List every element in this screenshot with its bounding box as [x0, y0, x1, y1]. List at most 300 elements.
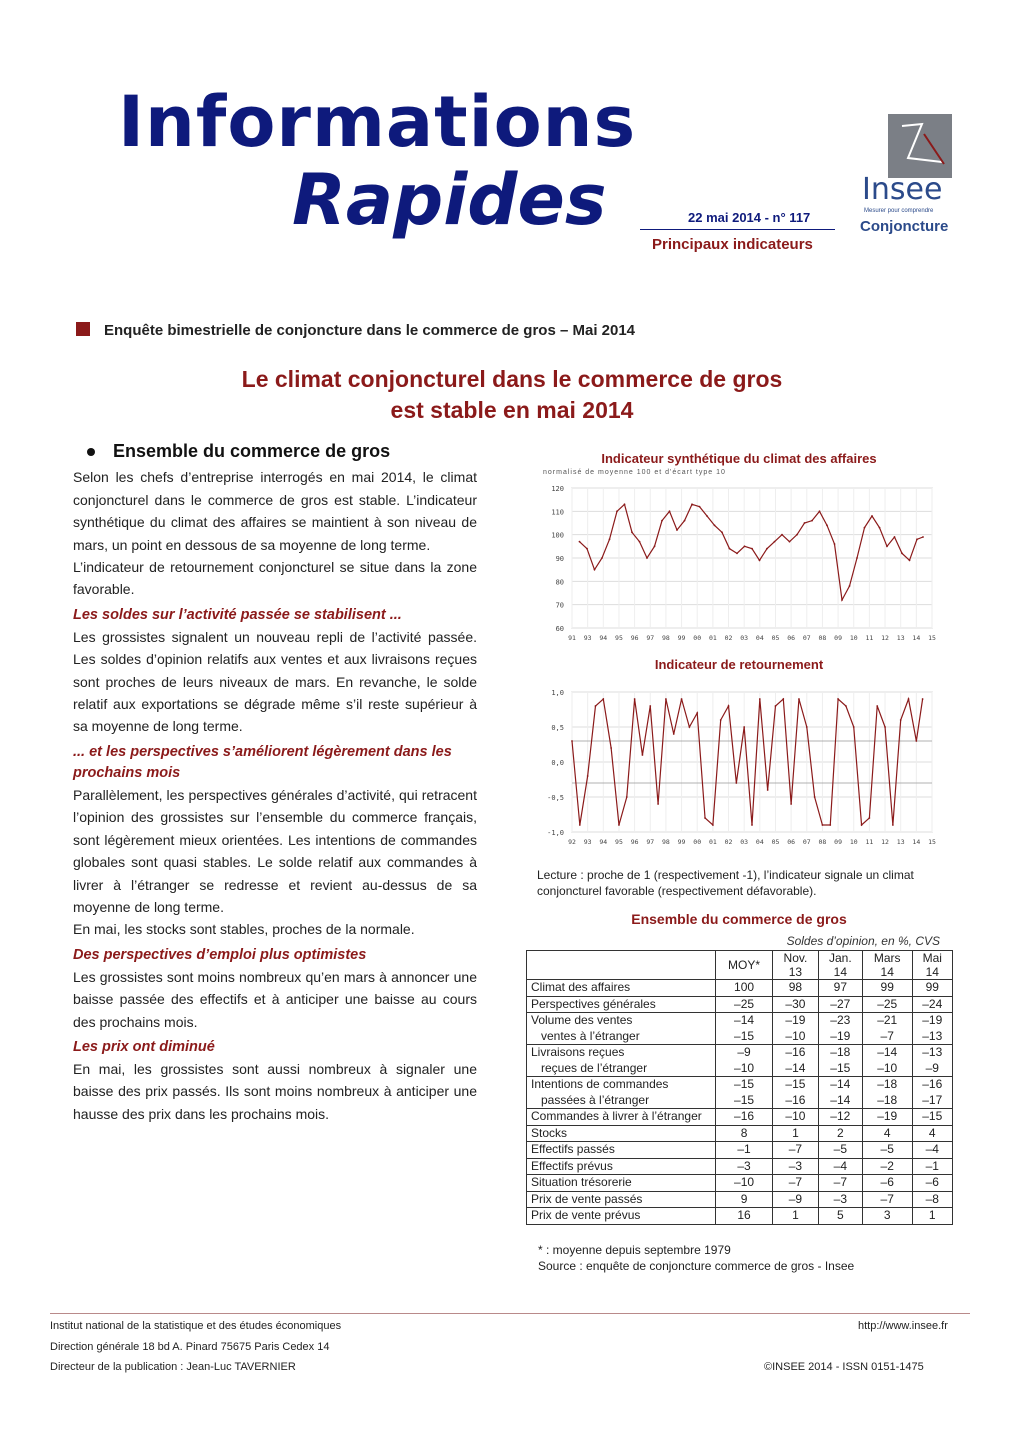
data-point [759, 698, 761, 700]
table-cell: –3 [818, 1191, 862, 1208]
data-point [696, 712, 698, 714]
data-point [594, 569, 596, 571]
x-tick-label: 11 [865, 634, 874, 642]
data-point [669, 510, 671, 512]
row-label: reçues de l’étranger [527, 1061, 716, 1077]
table-row [527, 1045, 953, 1061]
table-cell: –16 [773, 1045, 819, 1061]
data-point [571, 740, 573, 742]
paragraph: Parallèlement, les perspectives générales d’activité, qui retracent l’opinion des grossistes sur l’ensemble du commerce français, sont légèrement mieux orientées. Les intentions de commandes globales sont quasi stables. Le solde relatif aux commandes à livrer à l’étranger se redresse et revient au-dessus de sa moyenne de long terme. [73, 786, 477, 915]
data-point [829, 824, 831, 826]
x-tick-label: 04 [755, 634, 764, 642]
x-tick-label: 97 [646, 634, 655, 642]
row-label: Intentions de commandes [527, 1077, 716, 1093]
table-cell: –13 [912, 1029, 952, 1045]
table-row [527, 1142, 953, 1159]
issue-category: Principaux indicateurs [652, 236, 813, 253]
table-column-header: Mai 14 [912, 951, 952, 980]
footer-address: Direction générale 18 bd A. Pinard 75675 Paris Cedex 14 [50, 1341, 330, 1353]
data-point [781, 534, 783, 536]
data-point [714, 524, 716, 526]
subheading: Les prix ont diminué [73, 1038, 215, 1055]
x-tick-label: 07 [802, 838, 811, 846]
logo-tagline: Mesurer pour comprendre [864, 208, 934, 214]
data-point [774, 541, 776, 543]
data-point [736, 552, 738, 554]
table-header-corner [527, 951, 716, 980]
x-tick-label: 08 [818, 634, 827, 642]
data-point [661, 520, 663, 522]
table-header-row [527, 951, 953, 980]
data-point [834, 543, 836, 545]
x-tick-label: 91 [568, 634, 576, 642]
data-point [759, 559, 761, 561]
data-point [729, 548, 731, 550]
data-point [610, 747, 612, 749]
data-point [586, 548, 588, 550]
table-footnote: * : moyenne depuis septembre 1979 [538, 1243, 731, 1257]
x-tick-label: 93 [583, 634, 592, 642]
bullet-icon [87, 448, 95, 456]
data-point [814, 796, 816, 798]
data-point [665, 698, 667, 700]
data-point [849, 585, 851, 587]
data-point [819, 510, 821, 512]
data-point [845, 705, 847, 707]
table-cell: 1 [912, 1208, 952, 1225]
footer-director: Directeur de la publication : Jean-Luc TAVERNIER [50, 1361, 296, 1373]
table-cell: 4 [862, 1125, 912, 1142]
article-body [73, 440, 477, 1125]
data-point [864, 527, 866, 529]
data-point [712, 824, 714, 826]
table-row [527, 1175, 953, 1192]
x-tick-label: 02 [724, 634, 733, 642]
y-tick-label: 0,5 [551, 724, 564, 732]
header-rule [640, 229, 835, 230]
table-row [527, 980, 953, 997]
x-tick-label: 10 [849, 634, 858, 642]
table-cell: –12 [818, 1109, 862, 1126]
data-point [868, 817, 870, 819]
table-cell: –7 [773, 1142, 819, 1159]
x-tick-label: 98 [661, 634, 670, 642]
data-point [861, 824, 863, 826]
table-row [527, 1013, 953, 1029]
table-row [527, 1208, 953, 1225]
logo-emblem-icon [888, 114, 952, 178]
table-cell: –10 [716, 1061, 773, 1077]
data-point [642, 754, 644, 756]
table-cell: –2 [862, 1158, 912, 1175]
row-label: Commandes à livrer à l’étranger [527, 1109, 716, 1126]
x-tick-label: 99 [677, 838, 686, 846]
table-cell: –14 [773, 1061, 819, 1077]
data-point [646, 557, 648, 559]
chart2-title: Indicateur de retournement [654, 657, 824, 672]
x-tick-label: 05 [771, 838, 780, 846]
data-point [631, 531, 633, 533]
section-heading: Ensemble du commerce de gros [87, 440, 477, 462]
table-cell: –18 [862, 1093, 912, 1109]
table-cell: 100 [716, 980, 773, 997]
x-tick-label: 11 [865, 838, 874, 846]
y-tick-label: 70 [555, 601, 564, 610]
data-point [649, 705, 651, 707]
table-cell: –15 [716, 1093, 773, 1109]
x-tick-label: 15 [928, 634, 936, 642]
data-point [673, 733, 675, 735]
data-point [806, 726, 808, 728]
row-label: Stocks [527, 1125, 716, 1142]
table-cell: –14 [818, 1093, 862, 1109]
x-tick-label: 09 [834, 838, 843, 846]
y-tick-label: 60 [555, 625, 564, 633]
data-point [822, 824, 824, 826]
data-point [879, 527, 881, 529]
table-row [527, 1109, 953, 1126]
data-point [618, 824, 620, 826]
table-cell: –18 [862, 1077, 912, 1093]
data-point [684, 520, 686, 522]
chart-reading-note: Lecture : proche de 1 (respectivement -1), l’indicateur signale un climat conjoncturel favorable (respectivement défavorable). [537, 868, 914, 898]
data-point [915, 740, 917, 742]
table-cell: –4 [912, 1142, 952, 1159]
chart1-subtitle: normalisé de moyenne 100 et d'écart type 10 [543, 469, 726, 476]
table-cell: –5 [862, 1142, 912, 1159]
data-point [616, 510, 618, 512]
paragraph: En mai, les stocks sont stables, proches de la normale. [73, 921, 415, 938]
x-tick-label: 99 [677, 634, 686, 642]
y-tick-label: 100 [551, 531, 564, 540]
x-tick-label: 14 [912, 838, 921, 846]
x-tick-label: 03 [740, 634, 749, 642]
data-point [743, 726, 745, 728]
chart1-title: Indicateur synthétique du climat des affaires [601, 451, 877, 466]
data-point [624, 503, 626, 505]
headline-line1: Le climat conjoncturel dans le commerce de gros [241, 366, 783, 392]
data-point [856, 557, 858, 559]
subheading: Les soldes sur l’activité passée se stabilisent ... [73, 606, 402, 623]
footer-url[interactable]: http://www.insee.fr [858, 1320, 948, 1332]
row-label: Effectifs prévus [527, 1158, 716, 1175]
x-tick-label: 15 [928, 838, 936, 846]
x-tick-label: 02 [724, 838, 733, 846]
data-point [587, 775, 589, 777]
data-point [886, 545, 888, 547]
table-cell: 4 [912, 1125, 952, 1142]
turning-point-chart [530, 684, 940, 849]
table-row [527, 1158, 953, 1175]
footer-rule [50, 1313, 970, 1314]
x-tick-label: 03 [740, 838, 749, 846]
table-cell: –7 [862, 1191, 912, 1208]
table-cell: –1 [716, 1142, 773, 1159]
data-point [579, 541, 581, 543]
table-cell: –27 [818, 996, 862, 1013]
x-tick-label: 96 [630, 838, 639, 846]
y-tick-label: -0,5 [547, 794, 564, 802]
publication-title: Informations [118, 81, 637, 163]
table-cell: –3 [773, 1158, 819, 1175]
table-cell: –3 [716, 1158, 773, 1175]
x-tick-label: 04 [755, 838, 764, 846]
data-point [654, 545, 656, 547]
footer-institute: Institut national de la statistique et des études économiques [50, 1320, 342, 1332]
data-point [728, 705, 730, 707]
x-tick-label: 01 [708, 838, 717, 846]
row-label: Situation trésorerie [527, 1175, 716, 1192]
row-label: Volume des ventes [527, 1013, 716, 1029]
table-cell: –18 [818, 1045, 862, 1061]
x-tick-label: 92 [568, 838, 576, 846]
table-cell: –16 [912, 1077, 952, 1093]
table-cell: 2 [818, 1125, 862, 1142]
data-point [782, 698, 784, 700]
table-cell: 99 [862, 980, 912, 997]
data-point [609, 538, 611, 540]
x-tick-label: 96 [630, 634, 639, 642]
table-source: Source : enquête de conjoncture commerce de gros - Insee [538, 1259, 855, 1273]
table-cell: –4 [818, 1158, 862, 1175]
data-point [804, 522, 806, 524]
table-column-header: Jan. 14 [818, 951, 862, 980]
x-tick-label: 10 [849, 838, 858, 846]
table-cell: –6 [912, 1175, 952, 1192]
data-point [892, 824, 894, 826]
table-cell: –14 [818, 1077, 862, 1093]
table-column-header: Mars 14 [862, 951, 912, 980]
table-cell: –1 [912, 1158, 952, 1175]
table-column-header: Nov. 13 [773, 951, 819, 980]
x-tick-label: 12 [881, 634, 889, 642]
table-cell: –9 [912, 1061, 952, 1077]
data-point [796, 534, 798, 536]
table-cell: –19 [773, 1013, 819, 1029]
row-label: passées à l’étranger [527, 1093, 716, 1109]
logo-name: Insee [862, 172, 943, 207]
data-point [704, 817, 706, 819]
x-tick-label: 14 [912, 634, 921, 642]
table-row [527, 1093, 953, 1109]
table-unit: Soldes d’opinion, en %, CVS [786, 934, 940, 948]
issue-date: 22 mai 2014 - n° 117 [688, 210, 811, 225]
table-cell: –6 [862, 1175, 912, 1192]
paragraph: Les grossistes sont moins nombreux qu’en mars à annoncer une baisse passée des effectifs et à anticiper une baisse au cours des prochains mois. [73, 968, 477, 1030]
y-tick-label: 120 [551, 485, 564, 493]
table-cell: –14 [862, 1045, 912, 1061]
data-point [626, 796, 628, 798]
data-point [900, 719, 902, 721]
headline-line2: est stable en mai 2014 [390, 397, 634, 423]
x-tick-label: 13 [896, 838, 905, 846]
data-point [916, 538, 918, 540]
table-row [527, 1029, 953, 1045]
row-label: Effectifs passés [527, 1142, 716, 1159]
data-point [841, 599, 843, 601]
table-cell: –15 [716, 1029, 773, 1045]
data-point [894, 536, 896, 538]
data-point [884, 726, 886, 728]
row-label: Livraisons reçues [527, 1045, 716, 1061]
x-tick-label: 94 [599, 634, 608, 642]
table-column-header: MOY* [716, 951, 773, 980]
table-cell: –23 [818, 1013, 862, 1029]
data-point [688, 726, 690, 728]
table-cell: –19 [912, 1013, 952, 1029]
footer-copyright: ©INSEE 2014 - ISSN 0151-1475 [764, 1361, 924, 1373]
table-cell: –7 [773, 1175, 819, 1192]
data-point [775, 705, 777, 707]
table-cell: –15 [818, 1061, 862, 1077]
paragraph: En mai, les grossistes sont aussi nombreux à signaler une baisse des prix passés. Ils sont moins nombreux à anticiper une hausse des prix dans les prochains mois. [73, 1060, 477, 1122]
table-cell: –10 [773, 1029, 819, 1045]
table-cell: –16 [716, 1109, 773, 1126]
table-cell: –9 [716, 1045, 773, 1061]
subheading: Des perspectives d’emploi plus optimistes [73, 946, 367, 963]
table-cell: –5 [818, 1142, 862, 1159]
x-tick-label: 05 [771, 634, 780, 642]
table-cell: 1 [773, 1208, 819, 1225]
data-point [676, 529, 678, 531]
table-cell: –10 [773, 1109, 819, 1126]
table-cell: 9 [716, 1191, 773, 1208]
data-point [790, 803, 792, 805]
data-point [751, 824, 753, 826]
table-cell: –19 [862, 1109, 912, 1126]
data-point [634, 698, 636, 700]
table-cell: –13 [912, 1045, 952, 1061]
paragraph: Les grossistes signalent un nouveau repli de l’activité passée. Les soldes d’opinion relatifs aux ventes et aux livraisons reçues sont proches de leurs niveaux de mars. En revanche, le solde relatif aux exportations se dégrade même s’il reste supérieur à sa moyenne de long terme. [73, 628, 477, 735]
headline [0, 364, 1024, 426]
row-label: Prix de vente prévus [527, 1208, 716, 1225]
data-point [837, 698, 839, 700]
survey-bullet-icon [76, 322, 90, 336]
table-cell: 5 [818, 1208, 862, 1225]
data-point [826, 524, 828, 526]
data-point [751, 548, 753, 550]
table-cell: 1 [773, 1125, 819, 1142]
data-point [876, 705, 878, 707]
logo-section: Conjoncture [860, 218, 949, 235]
x-tick-label: 00 [693, 634, 702, 642]
table-cell: –30 [773, 996, 819, 1013]
x-tick-label: 08 [818, 838, 827, 846]
data-point [579, 824, 581, 826]
data-point [789, 541, 791, 543]
data-point [721, 531, 723, 533]
table-cell: –10 [716, 1175, 773, 1192]
y-tick-label: 80 [555, 578, 564, 587]
data-point [744, 545, 746, 547]
table-cell: –19 [818, 1029, 862, 1045]
table-cell: –25 [862, 996, 912, 1013]
data-point [720, 719, 722, 721]
data-point [706, 515, 708, 517]
data-point [811, 520, 813, 522]
publication-title-subtitle: Rapides [292, 159, 607, 241]
table-cell: –21 [862, 1013, 912, 1029]
data-point [853, 726, 855, 728]
paragraph: Selon les chefs d’entreprise interrogés en mai 2014, le climat conjoncturel dans le commerce de gros est stable. L’indicateur synthétique du climat des affaires se maintient à son niveau de mars, un point en dessous de sa moyenne de long terme. [73, 469, 477, 553]
x-tick-label: 13 [896, 634, 905, 642]
table-row [527, 1125, 953, 1142]
data-point [922, 536, 924, 538]
x-tick-label: 94 [599, 838, 608, 846]
table-cell: –7 [862, 1029, 912, 1045]
table-cell: –25 [716, 996, 773, 1013]
table-cell: –9 [773, 1191, 819, 1208]
data-point [681, 698, 683, 700]
x-tick-label: 01 [708, 634, 717, 642]
row-label: ventes à l’étranger [527, 1029, 716, 1045]
y-tick-label: 90 [555, 555, 564, 563]
row-label: Climat des affaires [527, 980, 716, 997]
x-tick-label: 97 [646, 838, 655, 846]
survey-label: Enquête bimestrielle de conjoncture dans le commerce de gros – Mai 2014 [104, 322, 636, 339]
table-cell: 98 [773, 980, 819, 997]
data-point [922, 698, 924, 700]
x-tick-label: 93 [583, 838, 592, 846]
data-point [735, 782, 737, 784]
x-tick-label: 09 [834, 634, 843, 642]
x-tick-label: 06 [787, 634, 796, 642]
table-cell: –10 [862, 1061, 912, 1077]
table-cell: 97 [818, 980, 862, 997]
table-cell: 8 [716, 1125, 773, 1142]
table-notes [538, 1242, 854, 1274]
y-tick-label: 110 [551, 508, 564, 517]
table-cell: –24 [912, 996, 952, 1013]
row-label: Perspectives générales [527, 996, 716, 1013]
table-cell: –15 [773, 1077, 819, 1093]
table-row [527, 996, 953, 1013]
data-point [595, 705, 597, 707]
y-tick-label: 0,0 [551, 759, 564, 767]
table-cell: –16 [773, 1093, 819, 1109]
table-cell: –14 [716, 1013, 773, 1029]
table-row [527, 1191, 953, 1208]
x-tick-label: 12 [881, 838, 889, 846]
table-cell: –15 [716, 1077, 773, 1093]
data-point [766, 548, 768, 550]
data-point [798, 698, 800, 700]
table-title: Ensemble du commerce de gros [631, 911, 847, 927]
table-cell: 16 [716, 1208, 773, 1225]
x-tick-label: 06 [787, 838, 796, 846]
table-cell: –8 [912, 1191, 952, 1208]
x-tick-label: 95 [615, 634, 623, 642]
table-cell: 3 [862, 1208, 912, 1225]
y-tick-label: 1,0 [551, 689, 564, 697]
x-tick-label: 07 [802, 634, 811, 642]
indicators-table [526, 950, 953, 1225]
table-row [527, 1077, 953, 1093]
data-point [657, 803, 659, 805]
paragraph: L’indicateur de retournement conjoncturel se situe dans la zone favorable. [73, 559, 477, 598]
table-cell: 99 [912, 980, 952, 997]
data-point [871, 515, 873, 517]
row-label: Prix de vente passés [527, 1191, 716, 1208]
data-point [909, 559, 911, 561]
x-tick-label: 00 [693, 838, 702, 846]
data-point [767, 789, 769, 791]
insee-logo [858, 112, 958, 242]
table-row [527, 1061, 953, 1077]
data-point [639, 541, 641, 543]
data-point [691, 503, 693, 505]
data-point [699, 506, 701, 508]
